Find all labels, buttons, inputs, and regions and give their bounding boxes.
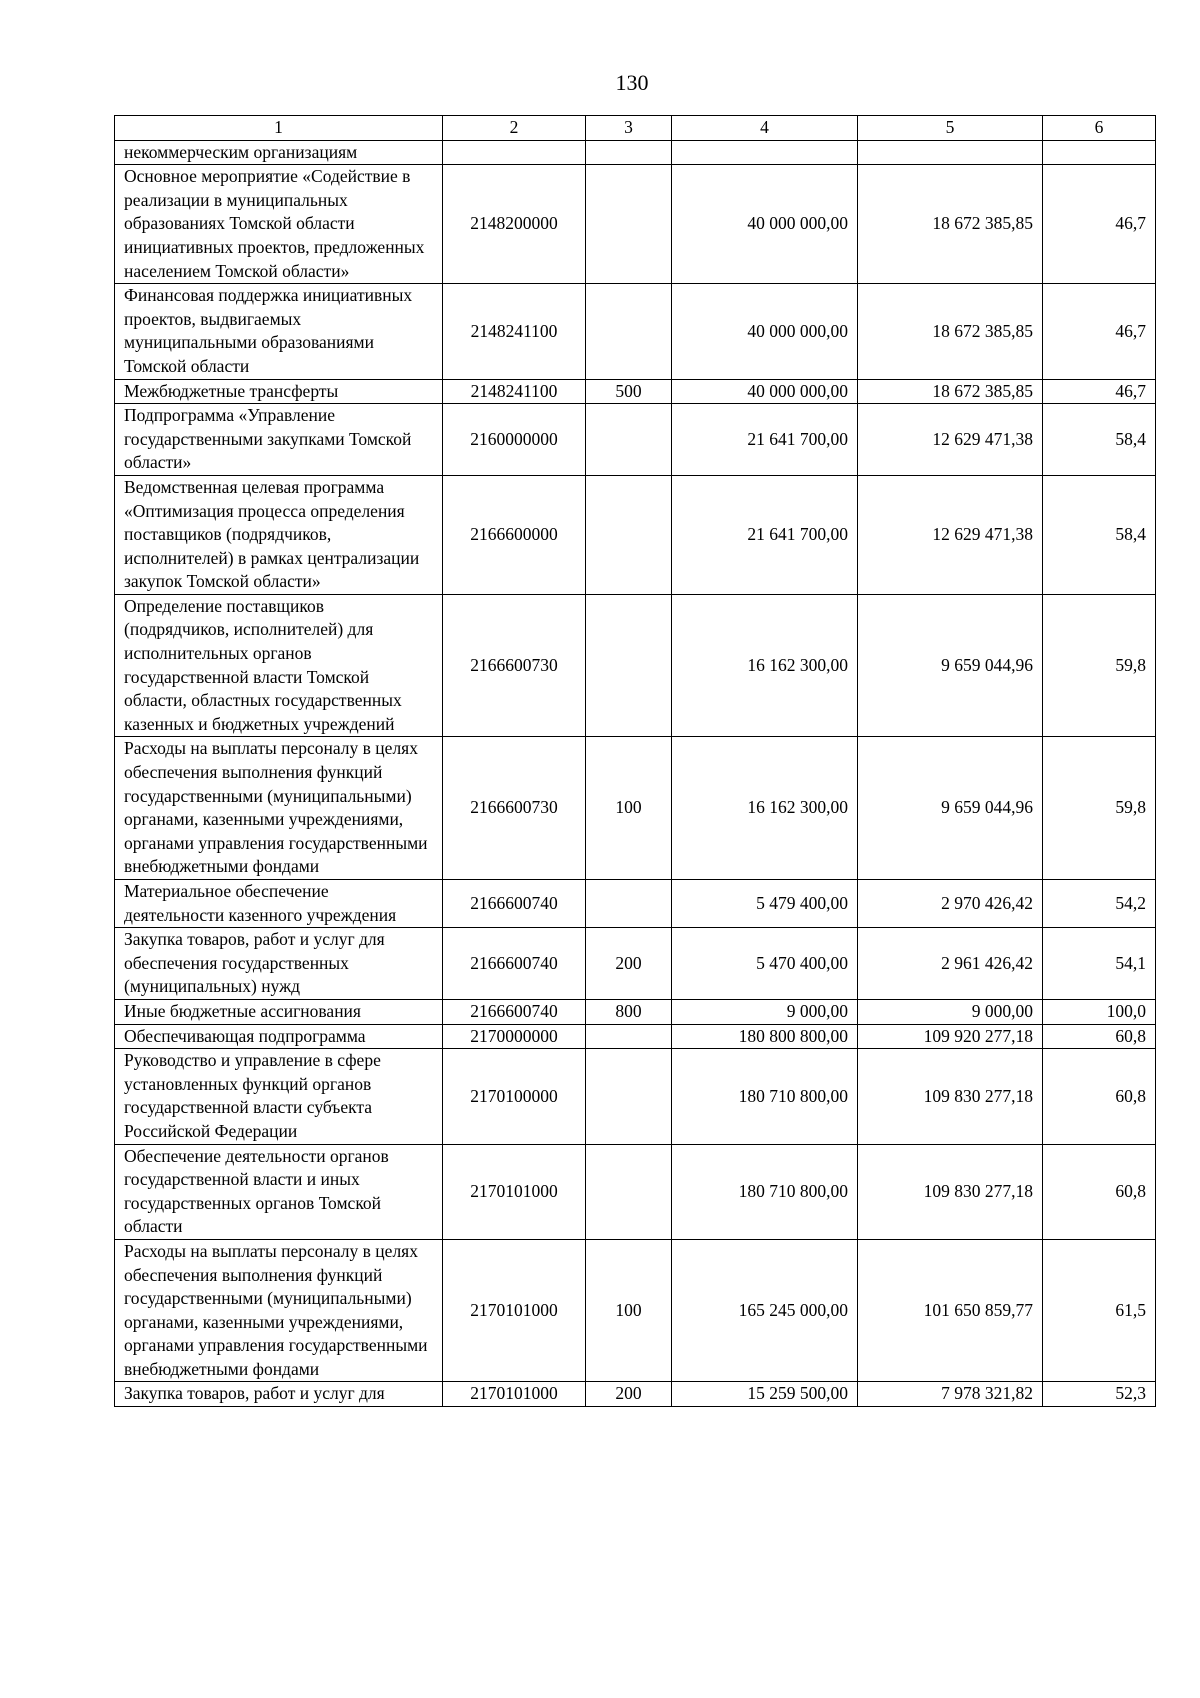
row-code-cell: 2170101000 (443, 1144, 586, 1239)
row-actual-cell: 101 650 859,77 (858, 1239, 1043, 1382)
row-percent-cell: 100,0 (1043, 999, 1156, 1024)
table-row (115, 880, 1156, 928)
row-name-cell: Расходы на выплаты персоналу в целях обеспечения выполнения функций государственными (муниципальными) органами, казенными учреждениями, органами управления государственными внебюджетными фондами (115, 1239, 443, 1382)
row-plan-cell: 9 000,00 (672, 999, 858, 1024)
row-percent-cell: 54,1 (1043, 928, 1156, 1000)
row-percent-cell: 58,4 (1043, 404, 1156, 476)
column-header-6: 6 (1043, 116, 1156, 141)
row-actual-cell: 7 978 321,82 (858, 1382, 1043, 1407)
row-code-cell (443, 140, 586, 165)
row-plan-cell: 40 000 000,00 (672, 165, 858, 284)
row-code-cell: 2170100000 (443, 1049, 586, 1144)
row-plan-cell: 180 800 800,00 (672, 1024, 858, 1049)
row-type-cell (586, 594, 672, 737)
row-name-cell: некоммерческим организациям (115, 140, 443, 165)
table-header-row (115, 116, 1156, 141)
row-actual-cell: 109 920 277,18 (858, 1024, 1043, 1049)
row-name-cell: Руководство и управление в сфере установленных функций органов государственной власти субъекта Российской Федерации (115, 1049, 443, 1144)
row-plan-cell: 40 000 000,00 (672, 379, 858, 404)
row-type-cell: 100 (586, 737, 672, 880)
row-percent-cell: 60,8 (1043, 1144, 1156, 1239)
table-row (115, 404, 1156, 476)
table-row (115, 1144, 1156, 1239)
table-row (115, 1049, 1156, 1144)
row-type-cell: 200 (586, 928, 672, 1000)
row-type-cell: 500 (586, 379, 672, 404)
table-row (115, 140, 1156, 165)
row-plan-cell: 165 245 000,00 (672, 1239, 858, 1382)
row-percent-cell (1043, 140, 1156, 165)
row-type-cell (586, 475, 672, 594)
row-code-cell: 2166600730 (443, 737, 586, 880)
table-row (115, 379, 1156, 404)
row-code-cell: 2170101000 (443, 1239, 586, 1382)
row-plan-cell: 180 710 800,00 (672, 1049, 858, 1144)
table-row (115, 928, 1156, 1000)
table-row (115, 1239, 1156, 1382)
row-percent-cell: 59,8 (1043, 594, 1156, 737)
column-header-4: 4 (672, 116, 858, 141)
row-name-cell: Определение поставщиков (подрядчиков, исполнителей) для исполнительных органов государственной власти Томской области, областных государственных казенных и бюджетных учреждений (115, 594, 443, 737)
row-name-cell: Финансовая поддержка инициативных проектов, выдвигаемых муниципальными образованиями Томской области (115, 284, 443, 379)
row-actual-cell: 18 672 385,85 (858, 379, 1043, 404)
table-row (115, 594, 1156, 737)
row-name-cell: Ведомственная целевая программа «Оптимизация процесса определения поставщиков (подрядчиков, исполнителей) в рамках централизации закупок Томской области» (115, 475, 443, 594)
row-type-cell: 100 (586, 1239, 672, 1382)
column-header-1: 1 (115, 116, 443, 141)
row-code-cell: 2160000000 (443, 404, 586, 476)
table-row (115, 737, 1156, 880)
row-actual-cell: 2 961 426,42 (858, 928, 1043, 1000)
row-actual-cell: 109 830 277,18 (858, 1049, 1043, 1144)
row-type-cell (586, 404, 672, 476)
table-row (115, 1024, 1156, 1049)
table-row (115, 475, 1156, 594)
row-name-cell: Подпрограмма «Управление государственными закупками Томской области» (115, 404, 443, 476)
row-percent-cell: 60,8 (1043, 1024, 1156, 1049)
row-type-cell: 800 (586, 999, 672, 1024)
row-actual-cell: 12 629 471,38 (858, 475, 1043, 594)
row-name-cell: Закупка товаров, работ и услуг для (115, 1382, 443, 1407)
row-type-cell (586, 1049, 672, 1144)
row-type-cell (586, 165, 672, 284)
row-plan-cell: 16 162 300,00 (672, 737, 858, 880)
row-name-cell: Расходы на выплаты персоналу в целях обеспечения выполнения функций государственными (муниципальными) органами, казенными учреждениями, органами управления государственными внебюджетными фондами (115, 737, 443, 880)
row-actual-cell: 2 970 426,42 (858, 880, 1043, 928)
row-plan-cell: 40 000 000,00 (672, 284, 858, 379)
table-row (115, 1382, 1156, 1407)
row-type-cell: 200 (586, 1382, 672, 1407)
page-number: 130 (615, 70, 649, 95)
row-code-cell: 2170101000 (443, 1382, 586, 1407)
row-name-cell: Обеспечение деятельности органов государственной власти и иных государственных органов Томской области (115, 1144, 443, 1239)
row-code-cell: 2166600740 (443, 999, 586, 1024)
row-plan-cell: 21 641 700,00 (672, 475, 858, 594)
row-actual-cell: 9 659 044,96 (858, 737, 1043, 880)
row-name-cell: Межбюджетные трансферты (115, 379, 443, 404)
row-percent-cell: 46,7 (1043, 284, 1156, 379)
column-header-3: 3 (586, 116, 672, 141)
table-row (115, 999, 1156, 1024)
row-name-cell: Материальное обеспечение деятельности казенного учреждения (115, 880, 443, 928)
row-code-cell: 2166600740 (443, 928, 586, 1000)
row-actual-cell: 9 000,00 (858, 999, 1043, 1024)
row-plan-cell: 15 259 500,00 (672, 1382, 858, 1407)
row-name-cell: Обеспечивающая подпрограмма (115, 1024, 443, 1049)
column-header-5: 5 (858, 116, 1043, 141)
row-name-cell: Основное мероприятие «Содействие в реализации в муниципальных образованиях Томской области инициативных проектов, предложенных населением Томской области» (115, 165, 443, 284)
row-plan-cell: 5 479 400,00 (672, 880, 858, 928)
row-percent-cell: 60,8 (1043, 1049, 1156, 1144)
row-percent-cell: 59,8 (1043, 737, 1156, 880)
row-percent-cell: 52,3 (1043, 1382, 1156, 1407)
row-actual-cell: 109 830 277,18 (858, 1144, 1043, 1239)
row-actual-cell: 18 672 385,85 (858, 165, 1043, 284)
table-row (115, 284, 1156, 379)
row-percent-cell: 46,7 (1043, 379, 1156, 404)
row-actual-cell (858, 140, 1043, 165)
row-plan-cell: 5 470 400,00 (672, 928, 858, 1000)
row-percent-cell: 58,4 (1043, 475, 1156, 594)
table-row (115, 165, 1156, 284)
row-code-cell: 2148241100 (443, 379, 586, 404)
row-name-cell: Закупка товаров, работ и услуг для обеспечения государственных (муниципальных) нужд (115, 928, 443, 1000)
row-code-cell: 2148241100 (443, 284, 586, 379)
row-code-cell: 2170000000 (443, 1024, 586, 1049)
row-type-cell (586, 284, 672, 379)
row-type-cell (586, 1024, 672, 1049)
row-plan-cell: 16 162 300,00 (672, 594, 858, 737)
row-type-cell (586, 1144, 672, 1239)
row-plan-cell: 21 641 700,00 (672, 404, 858, 476)
budget-table (114, 115, 1156, 1407)
column-header-2: 2 (443, 116, 586, 141)
row-code-cell: 2148200000 (443, 165, 586, 284)
row-type-cell (586, 140, 672, 165)
row-code-cell: 2166600000 (443, 475, 586, 594)
row-actual-cell: 18 672 385,85 (858, 284, 1043, 379)
row-plan-cell: 180 710 800,00 (672, 1144, 858, 1239)
row-percent-cell: 61,5 (1043, 1239, 1156, 1382)
row-percent-cell: 46,7 (1043, 165, 1156, 284)
row-actual-cell: 9 659 044,96 (858, 594, 1043, 737)
row-code-cell: 2166600740 (443, 880, 586, 928)
row-actual-cell: 12 629 471,38 (858, 404, 1043, 476)
row-percent-cell: 54,2 (1043, 880, 1156, 928)
row-name-cell: Иные бюджетные ассигнования (115, 999, 443, 1024)
row-plan-cell (672, 140, 858, 165)
row-code-cell: 2166600730 (443, 594, 586, 737)
row-type-cell (586, 880, 672, 928)
